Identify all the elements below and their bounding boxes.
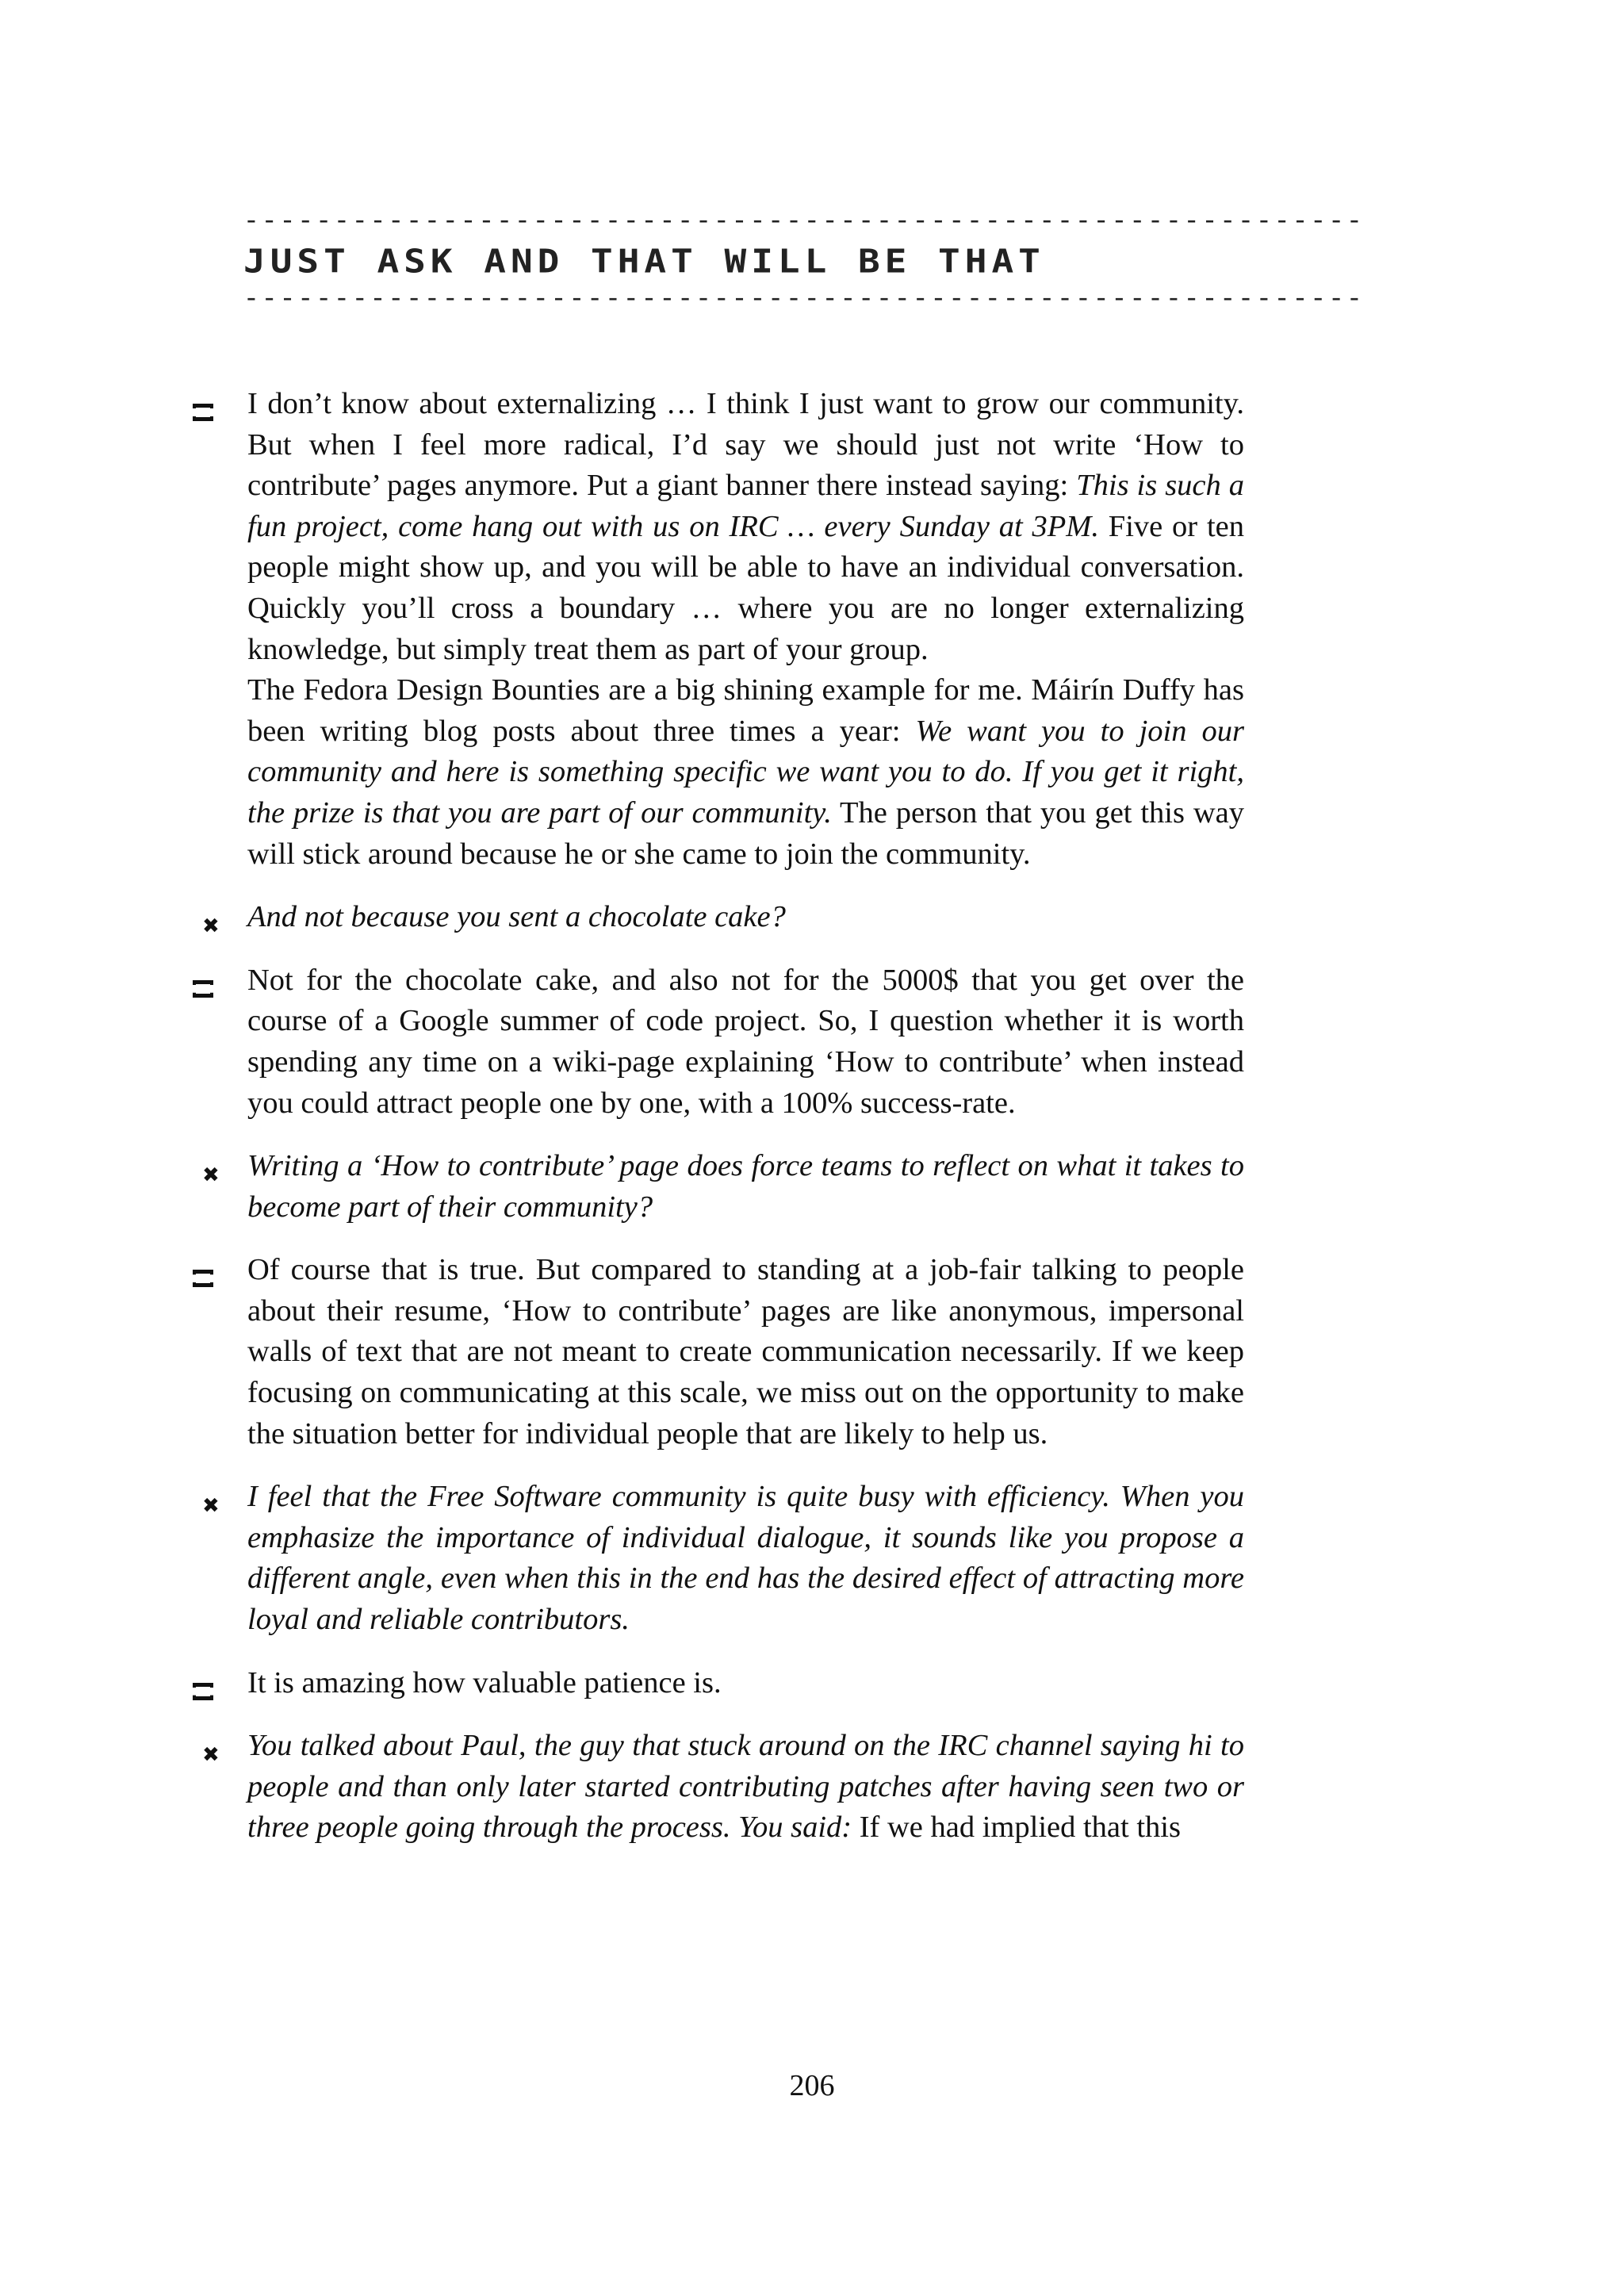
answer-text: It is amazing how valuable patience is.: [247, 1665, 722, 1699]
answer-marker: [193, 392, 213, 433]
answer-paragraph: [247, 670, 1244, 875]
question-marker: [197, 1152, 220, 1194]
header-rule-top: --------------------------------------------------------------: [243, 207, 1365, 236]
answer-text: I don’t know about externalizing … I think I just want to grow our community. But when I feel more radical, I’d say we should just not write ‘How to contribute’ pages anymore. Put a giant banner there instead saying:: [247, 387, 1244, 503]
question-italic-text: You talked about Paul, the guy that stuck around on the IRC channel saying hi to people and than only later started contributing patches after having seen two or three people going through the process. You said:: [247, 1729, 1244, 1845]
cross-icon: ✖: [202, 1163, 220, 1188]
answer-text: Not for the chocolate cake, and also not for the 5000$ that you get over the course of a Google summer of code project. So, I question whether it is worth spending any time on a wiki-page explaining ‘How to contribute’ when instead you could attract people one by one, with a 100% success-rate.: [247, 963, 1244, 1120]
square-bracket-icon: [193, 1683, 213, 1700]
answer-marker: [193, 1258, 213, 1299]
cross-icon: ✖: [202, 1494, 220, 1519]
question-text: Writing a ‘How to contribute’ page does force teams to reflect on what it takes to become part of their community?: [247, 1149, 1244, 1224]
chapter-title: JUST ASK AND THAT WILL BE THAT: [243, 241, 1045, 281]
cross-icon: ✖: [202, 1743, 220, 1768]
answer-marker: [193, 968, 213, 1010]
question-quote-upright: If we had implied that this: [859, 1811, 1181, 1845]
header-rule-bottom: --------------------------------------------------------------: [243, 285, 1365, 314]
cross-icon: ✖: [202, 914, 220, 939]
question-block: [202, 897, 1244, 939]
answer-block: [247, 960, 1244, 1124]
square-bracket-icon: [193, 980, 213, 998]
answer-block: [247, 384, 1244, 875]
chapter-header: [243, 207, 1365, 314]
question-marker: [197, 1732, 220, 1773]
question-block: [202, 1477, 1244, 1640]
question-text: I feel that the Free Software community is quite busy with efficiency. When you emphasize the importance of individual dialogue, it sounds like you propose a different angle, even when this in the end has the desired effect of attracting more loyal and reliable contributors.: [247, 1480, 1244, 1637]
answer-marker: [193, 1671, 213, 1712]
interview-text: [202, 384, 1244, 1871]
question-marker: [197, 903, 220, 945]
answer-text: Five or ten people might show up, and you will be able to have an individual conversation. Quickly you’ll cross a boundary … where you are no longer externalizing knowledge, but simply treat them as part of your group.: [247, 509, 1244, 666]
question-block: [202, 1146, 1244, 1228]
answer-quote: We want you to join our community and here is something specific we want you to do. If you get it right, the prize is that you are part of our community.: [247, 714, 1244, 830]
square-bracket-icon: [193, 404, 213, 421]
answer-paragraph: [247, 384, 1244, 670]
answer-quote: This is such a fun project, come hang out with us on IRC … every Sunday at 3PM.: [247, 469, 1244, 543]
question-marker: [197, 1483, 220, 1524]
answer-text: Of course that is true. But compared to standing at a job-fair talking to people about their resume, ‘How to contribute’ pages are like anonymous, impersonal walls of text that are not meant to create communication necessarily. If we keep focusing on communicating at this scale, we miss out on the opportunity to make the situation better for individual people that are likely to help us.: [247, 1253, 1244, 1450]
question-text: And not because you sent a chocolate cake?: [247, 900, 786, 934]
answer-text: The person that you get this way will stick around because he or she came to join the community.: [247, 795, 1244, 871]
answer-block: [247, 1250, 1244, 1454]
answer-text: The Fedora Design Bounties are a big shining example for me. Máirín Duffy has been writing blog posts about three times a year:: [247, 673, 1244, 748]
page-number: 206: [789, 2069, 835, 2102]
question-block: [202, 1726, 1244, 1849]
answer-block: [247, 1663, 1244, 1704]
square-bracket-icon: [193, 1270, 213, 1287]
question-text: [247, 1726, 1244, 1849]
